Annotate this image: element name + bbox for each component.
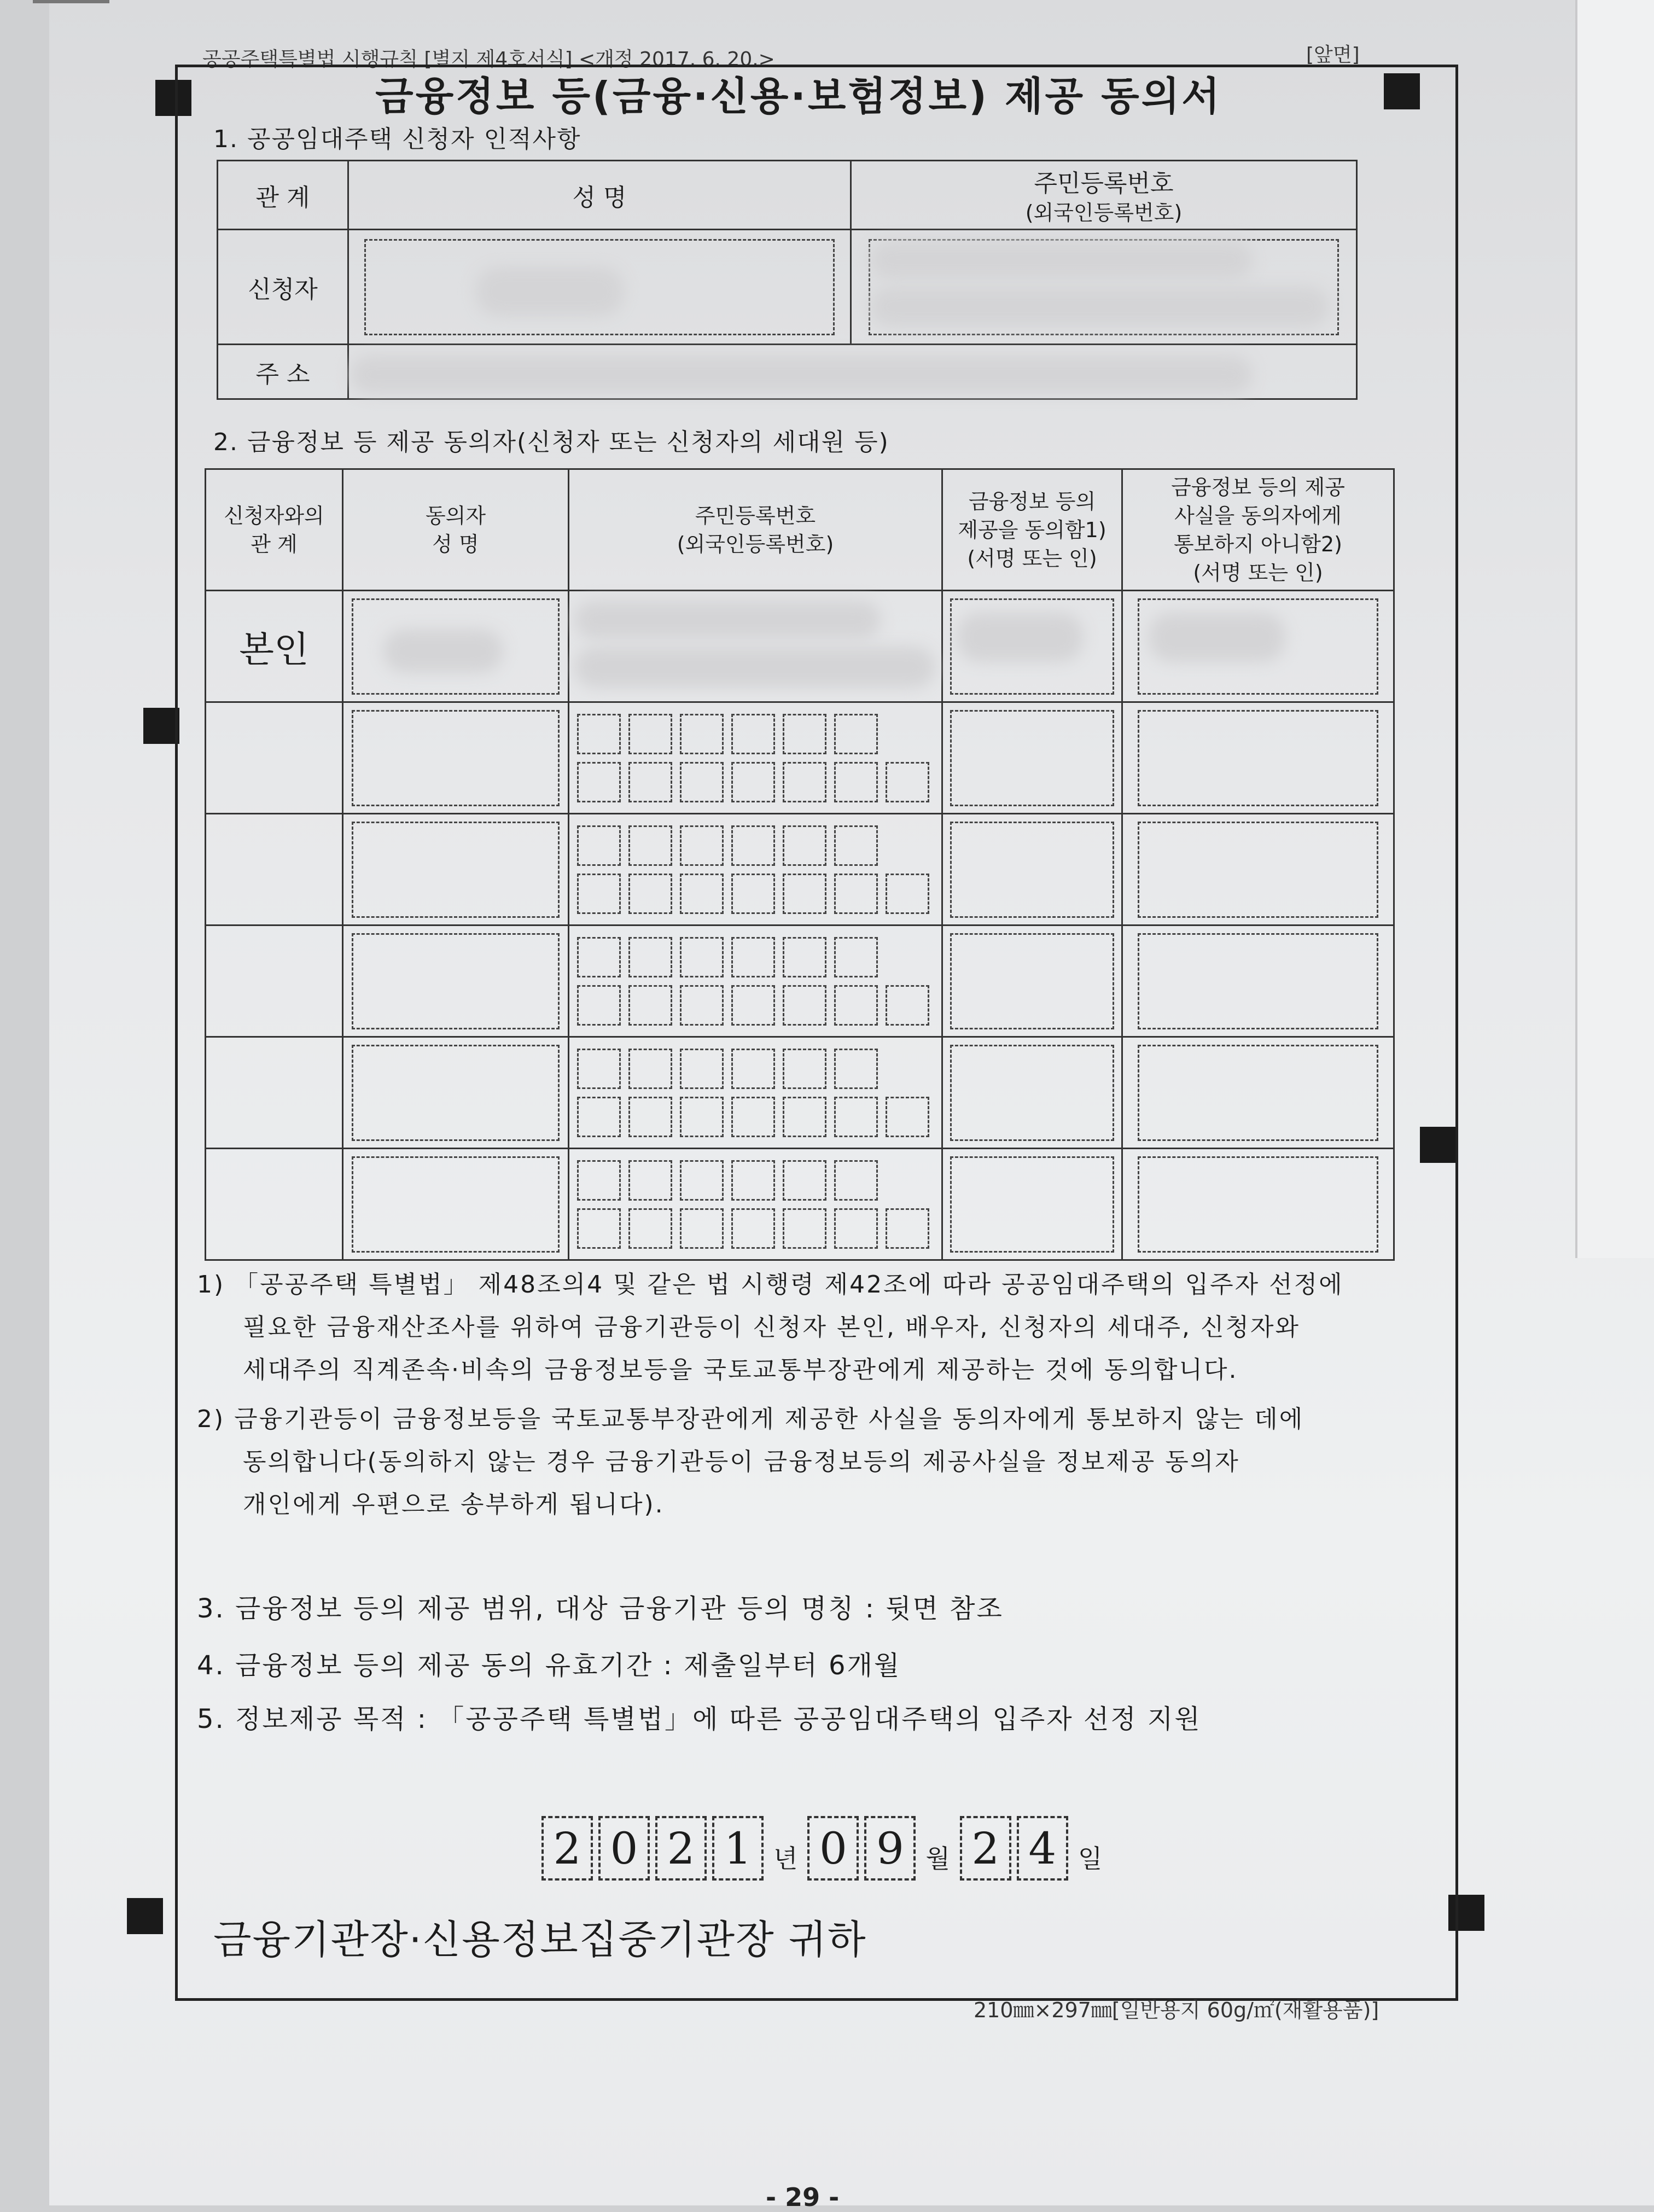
row-address: 주 소	[218, 345, 348, 399]
front-side-label: [앞면]	[1306, 44, 1360, 66]
note-2-line3: 개인에게 우편으로 송부하게 됩니다).	[243, 1491, 665, 1518]
notify-sign-cell[interactable]	[1122, 1037, 1394, 1149]
note-2-line2: 동의합니다(동의하지 않는 경우 금융기관등이 금융정보등의 제공사실을 정보제공 동의자	[243, 1448, 1240, 1476]
col-agree-line1: 금융정보 등의	[968, 489, 1096, 514]
consenter-name-cell[interactable]	[343, 702, 569, 814]
col-id-label: 주민등록번호	[1034, 169, 1174, 197]
consenter-name-cell[interactable]	[343, 1149, 569, 1260]
form-reference: 공공주택특별법 시행규칙 [별지 제4호서식] <개정 2017. 6. 20.>	[202, 48, 775, 71]
month-digit[interactable]: 0	[807, 1816, 859, 1881]
col-consenter-line1: 동의자	[425, 503, 486, 528]
col-relation-line2: 관 계	[251, 532, 298, 556]
redacted-id	[870, 287, 1329, 327]
col-relation-line1: 신청자와의	[224, 503, 324, 528]
relation-cell[interactable]	[206, 814, 343, 925]
consenter-name-cell[interactable]	[343, 814, 569, 925]
col-notify	[1122, 469, 1394, 591]
table-row	[206, 814, 1394, 925]
consenter-table	[205, 468, 1395, 1261]
item-5-purpose: 5. 정보제공 목적 : 「공공주택 특별법」에 따른 공공임대주택의 입주자 선정 지원	[197, 1704, 1202, 1734]
col-relation: 관 계	[218, 161, 348, 230]
consenter-name-cell[interactable]	[343, 925, 569, 1037]
consenter-id-cell[interactable]	[569, 702, 942, 814]
item-3-scope: 3. 금융정보 등의 제공 범위, 대상 금융기관 등의 명칭 : 뒷면 참조	[197, 1593, 1004, 1624]
col-notify-line1: 금융정보 등의 제공	[1171, 475, 1345, 499]
relation-cell[interactable]	[206, 702, 343, 814]
col-id	[851, 161, 1357, 230]
item-4-validity: 4. 금융정보 등의 제공 동의 유효기간 : 제출일부터 6개월	[197, 1650, 901, 1681]
redacted-id	[574, 601, 881, 639]
redacted-name	[383, 629, 503, 673]
registration-mark	[127, 1898, 163, 1934]
table-row	[206, 925, 1394, 1037]
col-consenter	[343, 469, 569, 591]
page-number: - 29 -	[766, 2182, 840, 2212]
notify-sign-cell[interactable]	[1122, 925, 1394, 1037]
col-name: 성 명	[348, 161, 851, 230]
col-notify-line3: 통보하지 아니함2)	[1173, 532, 1343, 556]
consenter-id-cell[interactable]	[569, 814, 942, 925]
agree-sign-cell[interactable]	[942, 925, 1122, 1037]
submission-date	[541, 1816, 1112, 1881]
section2-heading: 2. 금융정보 등 제공 동의자(신청자 또는 신청자의 세대원 등)	[213, 428, 889, 456]
col-id-label: 주민등록번호	[695, 503, 816, 528]
redacted-id	[870, 241, 1253, 279]
consenter-name-cell[interactable]	[343, 1037, 569, 1149]
redacted-signature	[1149, 613, 1285, 662]
paper-spec-footer: 210㎜×297㎜[일반용지 60g/㎡(재활용품)]	[974, 1998, 1379, 2022]
relation-cell[interactable]	[206, 1037, 343, 1149]
table-row	[206, 1149, 1394, 1260]
redacted-id	[574, 647, 935, 688]
col-relation	[206, 469, 343, 591]
registration-mark	[143, 708, 179, 744]
table-row	[206, 702, 1394, 814]
year-unit: 년	[773, 1844, 798, 1873]
note-1	[197, 1264, 1417, 1392]
year-digit[interactable]: 1	[712, 1816, 764, 1881]
note-1-line1: 1) 「공공주택 특별법」 제48조의4 및 같은 법 시행령 제42조에 따라 공공임대주택의 입주자 선정에	[197, 1271, 1344, 1299]
agree-sign-cell[interactable]	[942, 1037, 1122, 1149]
month-unit: 월	[925, 1844, 950, 1873]
col-agree-line3: (서명 또는 인)	[967, 546, 1097, 571]
underlying-page-edge	[1575, 0, 1654, 1258]
col-id-sub: (외국인등록번호)	[677, 532, 834, 556]
col-notify-line4: (서명 또는 인)	[1193, 560, 1323, 585]
note-1-line3: 세대주의 직계존속·비속의 금융정보등을 국토교통부장관에게 제공하는 것에 동의합니다.	[243, 1356, 1238, 1384]
year-digit[interactable]: 2	[655, 1816, 707, 1881]
relation-cell[interactable]: 본인	[206, 591, 343, 702]
year-digit[interactable]: 2	[541, 1816, 593, 1881]
agree-sign-cell[interactable]	[942, 814, 1122, 925]
col-agree-line2: 제공을 동의함1)	[958, 517, 1106, 542]
staple-mark	[33, 0, 109, 11]
recipient: 금융기관장·신용정보집중기관장 귀하	[213, 1917, 867, 1963]
redacted-address	[350, 356, 1253, 394]
notify-sign-cell[interactable]	[1122, 814, 1394, 925]
notify-sign-cell[interactable]	[1122, 702, 1394, 814]
consenter-id-cell[interactable]	[569, 1149, 942, 1260]
day-digit[interactable]: 2	[960, 1816, 1011, 1881]
consenter-id-cell[interactable]	[569, 925, 942, 1037]
col-consenter-line2: 성 명	[432, 532, 479, 556]
redacted-signature	[957, 613, 1083, 662]
agree-sign-cell[interactable]	[942, 702, 1122, 814]
year-digit[interactable]: 0	[598, 1816, 650, 1881]
relation-cell[interactable]	[206, 925, 343, 1037]
col-agree	[942, 469, 1122, 591]
col-notify-line2: 사실을 동의자에게	[1174, 503, 1342, 528]
table-row	[206, 1037, 1394, 1149]
note-1-line2: 필요한 금융재산조사를 위하여 금융기관등이 신청자 본인, 배우자, 신청자의 세대주, 신청자와	[243, 1313, 1300, 1341]
agree-sign-cell[interactable]	[942, 1149, 1122, 1260]
redacted-name	[476, 267, 624, 316]
form-title: 금융정보 등(금융·신용·보험정보) 제공 동의서	[375, 73, 1222, 119]
consenter-id-cell[interactable]	[569, 1037, 942, 1149]
day-digit[interactable]: 4	[1017, 1816, 1068, 1881]
section1-heading: 1. 공공임대주택 신청자 인적사항	[213, 125, 581, 153]
day-unit: 일	[1078, 1844, 1103, 1873]
notify-sign-cell[interactable]	[1122, 1149, 1394, 1260]
relation-cell[interactable]	[206, 1149, 343, 1260]
row-applicant: 신청자	[218, 230, 348, 345]
note-2-line1: 2) 금융기관등이 금융정보등을 국토교통부장관에게 제공한 사실을 동의자에게 통보하지 않는 데에	[197, 1405, 1304, 1433]
col-id	[569, 469, 942, 591]
col-id-sub: (외국인등록번호)	[1025, 200, 1183, 225]
month-digit[interactable]: 9	[864, 1816, 916, 1881]
note-2	[197, 1398, 1417, 1526]
